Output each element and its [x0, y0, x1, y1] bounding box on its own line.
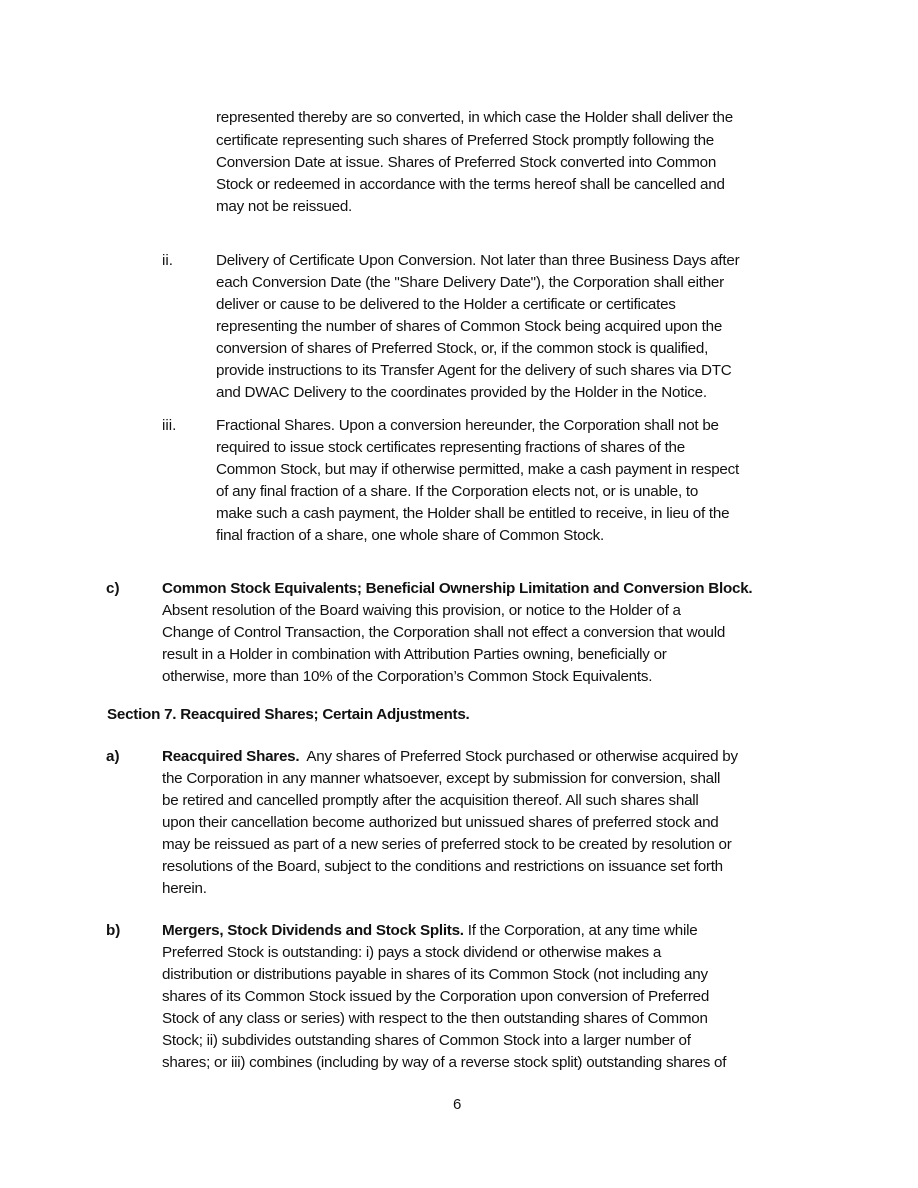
text-run: Any shares of Preferred Stock purchased or otherwise acquired by	[299, 748, 738, 765]
text-line: of any final fraction of a share. If the Corporation elects not, or is unable, to	[216, 483, 699, 500]
text-line: represented thereby are so converted, in which case the Holder shall deliver the	[216, 109, 733, 126]
text-line: may be reissued as part of a new series of preferred stock to be created by resolution or	[162, 836, 732, 853]
text-line: final fraction of a share, one whole share of Common Stock.	[216, 527, 604, 544]
text-line: upon their cancellation become authorized but unissued shares of preferred stock and	[162, 814, 719, 831]
text-line: Conversion Date at issue. Shares of Preferred Stock converted into Common	[216, 154, 717, 171]
text-line: resolutions of the Board, subject to the conditions and restrictions on issuance set forth	[162, 858, 723, 875]
text-line: distribution or distributions payable in shares of its Common Stock (not including any	[162, 966, 708, 983]
text-run: If the Corporation, at any time while	[463, 922, 698, 939]
item-heading: Reacquired Shares.	[162, 748, 300, 765]
text-line: may not be reissued.	[216, 198, 352, 215]
text-line: Fractional Shares. Upon a conversion hereunder, the Corporation shall not be	[216, 417, 719, 434]
text-line: the Corporation in any manner whatsoever, except by submission for conversion, shall	[162, 770, 721, 787]
item-marker: c)	[106, 580, 120, 597]
item-marker: ii.	[162, 252, 173, 269]
text-line: Delivery of Certificate Upon Conversion. Not later than three Business Days after	[216, 252, 740, 269]
item-marker: b)	[106, 922, 121, 939]
text-line: make such a cash payment, the Holder shall be entitled to receive, in lieu of the	[216, 505, 730, 522]
text-line: representing the number of shares of Common Stock being acquired upon the	[216, 318, 723, 335]
text-line: herein.	[162, 880, 207, 897]
text-line: certificate representing such shares of Preferred Stock promptly following the	[216, 132, 714, 149]
item-heading: Mergers, Stock Dividends and Stock Splits.	[162, 922, 464, 939]
text-line: shares of its Common Stock issued by the Corporation upon conversion of Preferred	[162, 988, 710, 1005]
text-line	[162, 746, 738, 768]
text-line: Preferred Stock is outstanding: i) pays a stock dividend or otherwise makes a	[162, 944, 662, 961]
text-line: Absent resolution of the Board waiving this provision, or notice to the Holder of a	[162, 602, 681, 619]
text-line: deliver or cause to be delivered to the Holder a certificate or certificates	[216, 296, 676, 313]
text-line: provide instructions to its Transfer Agent for the delivery of such shares via DTC	[216, 362, 732, 379]
text-line: otherwise, more than 10% of the Corporation’s Common Stock Equivalents.	[162, 668, 653, 685]
item-heading: Common Stock Equivalents; Beneficial Ownership Limitation and Conversion Block.	[162, 580, 753, 597]
page-number: 6	[453, 1096, 462, 1113]
text-line: Stock; ii) subdivides outstanding shares of Common Stock into a larger number of	[162, 1032, 691, 1049]
text-line	[162, 920, 697, 942]
text-line: Stock or redeemed in accordance with the terms hereof shall be cancelled and	[216, 176, 725, 193]
text-line: and DWAC Delivery to the coordinates provided by the Holder in the Notice.	[216, 384, 707, 401]
text-line: required to issue stock certificates representing fractions of shares of the	[216, 439, 685, 456]
text-line: Common Stock, but may if otherwise permitted, make a cash payment in respect	[216, 461, 739, 478]
text-line: conversion of shares of Preferred Stock, or, if the common stock is qualified,	[216, 340, 709, 357]
text-line: each Conversion Date (the "Share Delivery Date"), the Corporation shall either	[216, 274, 724, 291]
text-line: shares; or iii) combines (including by way of a reverse stock split) outstanding shares of	[162, 1054, 727, 1071]
text-line: result in a Holder in combination with Attribution Parties owning, beneficially or	[162, 646, 667, 663]
text-line: Stock of any class or series) with respect to the then outstanding shares of Common	[162, 1010, 708, 1027]
section-heading: Section 7. Reacquired Shares; Certain Adjustments.	[107, 706, 470, 723]
item-marker: a)	[106, 748, 120, 765]
text-line: Change of Control Transaction, the Corporation shall not effect a conversion that would	[162, 624, 726, 641]
item-marker: iii.	[162, 417, 177, 434]
text-line: be retired and cancelled promptly after the acquisition thereof. All such shares shall	[162, 792, 699, 809]
